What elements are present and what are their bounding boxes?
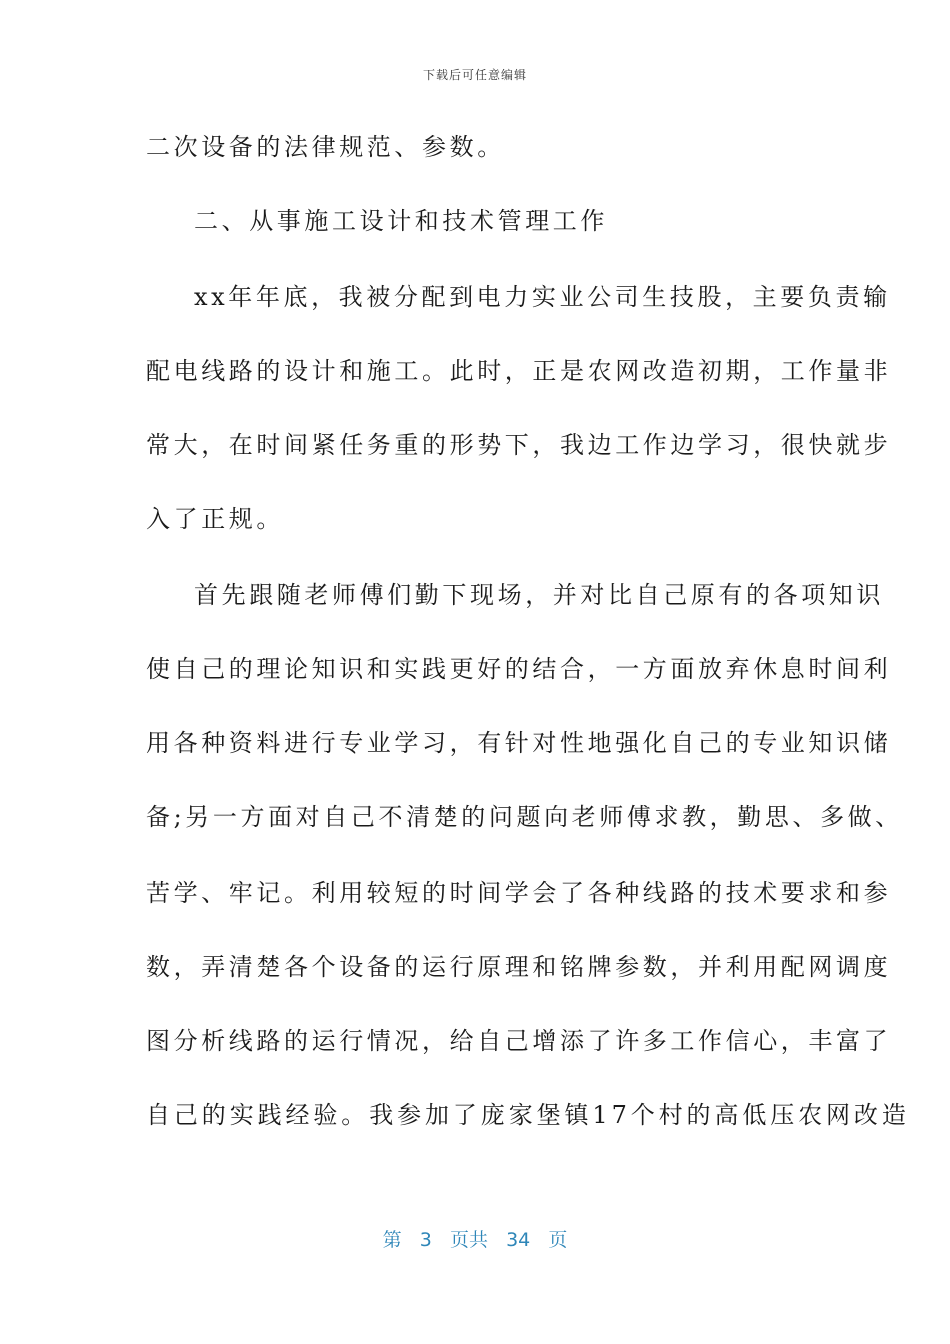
body-line-9: 用各种资料进行专业学习，有针对性地强化自己的专业知识储 [146, 729, 892, 757]
footer-middle: 页共 [449, 1229, 488, 1251]
footer-prefix: 第 [382, 1229, 402, 1251]
header-note: 下载后可任意编辑 [422, 68, 527, 82]
body-line-5: 常大，在时间紧任务重的形势下，我边工作边学习，很快就步 [146, 431, 892, 459]
footer-suffix: 页 [548, 1229, 568, 1251]
body-line-10: 备;另一方面对自己不清楚的问题向老师傅求教，勤思、多做、 [146, 803, 903, 831]
body-line-11: 苦学、牢记。利用较短的时间学会了各种线路的技术要求和参 [146, 879, 892, 907]
body-line-14: 自己的实践经验。我参加了庞家堡镇17个村的高低压农网改造 [146, 1101, 910, 1129]
footer-current-page: 3 [419, 1229, 432, 1251]
body-line-12: 数，弄清楚各个设备的运行原理和铭牌参数，并利用配网调度 [146, 953, 892, 981]
body-line-8: 使自己的理论知识和实践更好的结合，一方面放弃休息时间利 [146, 655, 892, 683]
footer-total-pages: 34 [506, 1229, 531, 1251]
body-line-13: 图分析线路的运行情况，给自己增添了许多工作信心，丰富了 [146, 1027, 892, 1055]
body-line-6: 入了正规。 [146, 505, 284, 533]
section-heading: 二、从事施工设计和技术管理工作 [194, 207, 608, 235]
body-line-1: 二次设备的法律规范、参数。 [146, 133, 505, 161]
page-footer [0, 1225, 950, 1252]
body-line-4: 配电线路的设计和施工。此时，正是农网改造初期，工作量非 [146, 357, 892, 385]
body-line-7: 首先跟随老师傅们勤下现场，并对比自己原有的各项知识 [194, 581, 884, 609]
body-line-3: xx年年底，我被分配到电力实业公司生技股，主要负责输 [194, 283, 891, 311]
